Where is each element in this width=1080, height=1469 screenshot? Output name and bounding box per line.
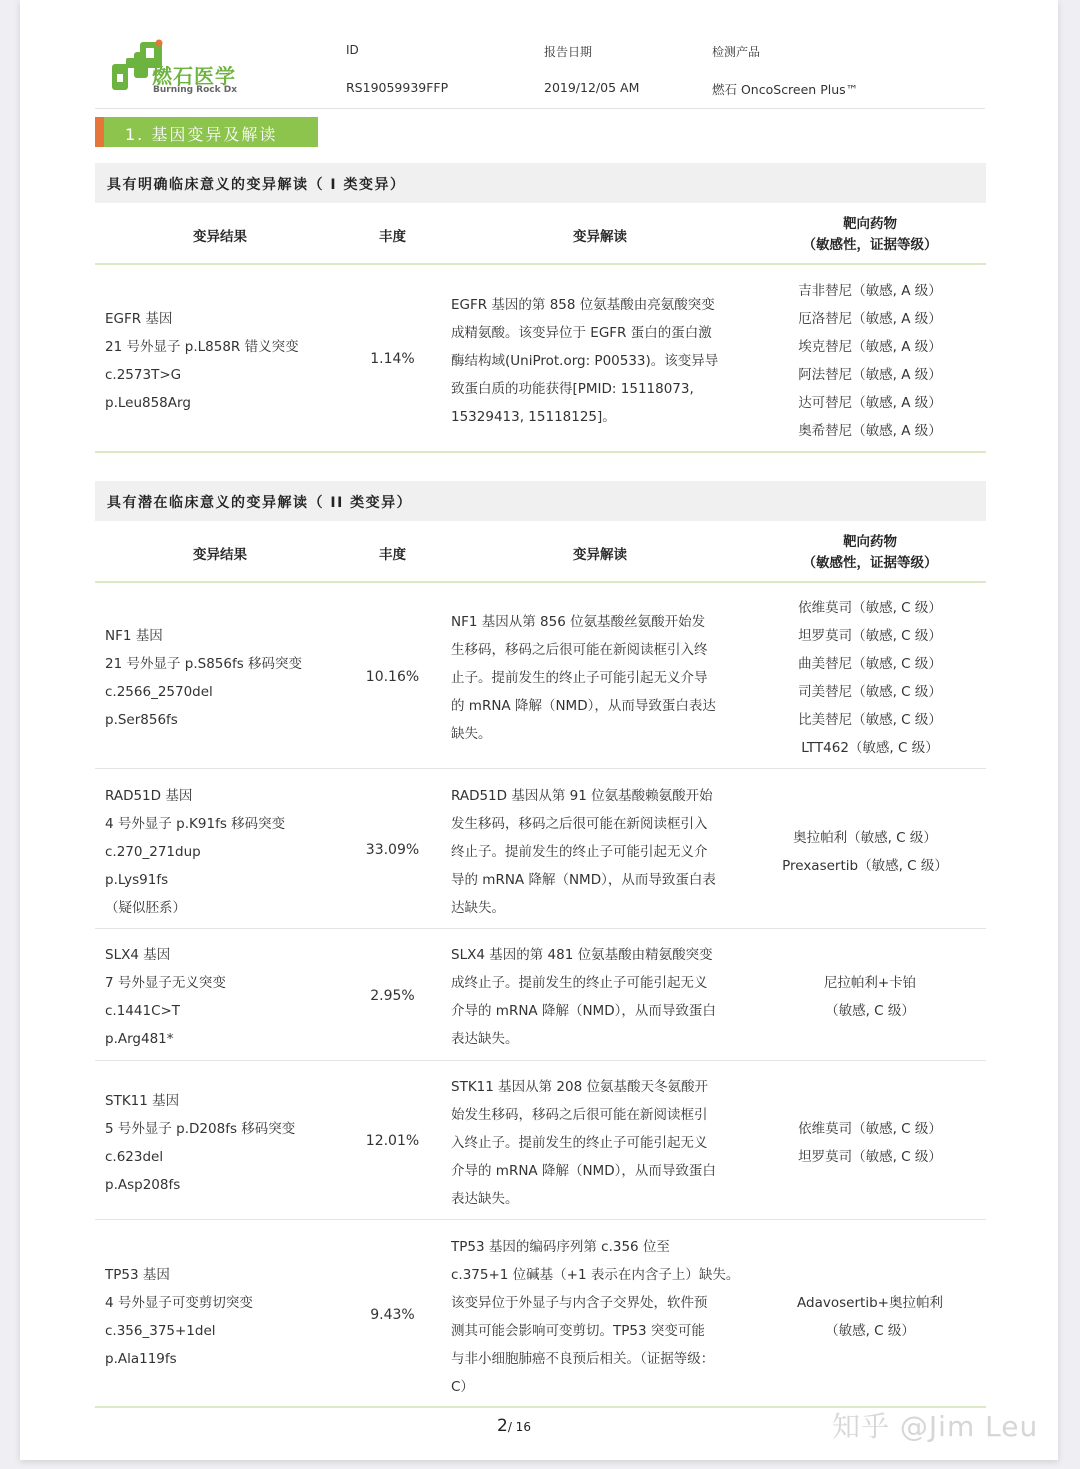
row-divider	[95, 1219, 986, 1220]
class1-heading	[95, 163, 986, 203]
col-header-abundance: 丰度	[379, 547, 406, 563]
col-header-drugs	[780, 214, 960, 256]
table-row-tp53-result: TP53 基因 4 号外显子可变剪切突变 c.356_375+1del p.Ala119fs	[105, 1267, 253, 1367]
col-header-drugs-line2: （敏感性，证据等级）	[802, 237, 938, 253]
abundance-value: 33.09%	[365, 842, 420, 858]
row-divider	[95, 1060, 986, 1061]
header-rule	[95, 263, 986, 265]
abundance-value: 1.14%	[370, 351, 415, 367]
col-header-interpretation: 变异解读	[573, 229, 627, 245]
table-row-stk11-result: STK11 基因 5 号外显子 p.D208fs 移码突变 c.623del p.Asp208fs	[105, 1093, 296, 1193]
section-marker	[95, 117, 104, 147]
interpretation-text: NF1 基因从第 856 位氨基酸丝氨酸开始发 生移码，移码之后很可能在新阅读框引入终 止子。提前发生的终止子可能引起无义介导 的 mRNA 降解（NMD），从而导致蛋白表达 缺失。	[451, 614, 716, 742]
drug-list: 奥拉帕利（敏感, C 级） Prexasertib（敏感, C 级）	[782, 830, 948, 874]
col-header-abundance: 丰度	[379, 229, 406, 245]
interpretation-text: SLX4 基因的第 481 位氨基酸由精氨酸突变 成终止子。提前发生的终止子可能引起无义 介导的 mRNA 降解（NMD），从而导致蛋白 表达缺失。	[451, 947, 716, 1047]
col-header-drugs: 靶向药物 （敏感性，证据等级）	[802, 534, 938, 571]
drug-list: 尼拉帕利+卡铂 （敏感, C 级）	[823, 975, 917, 1019]
product-value: 燃石 OncoScreen Plus™	[712, 82, 859, 97]
section-title: 1. 基因变异及解读	[125, 125, 278, 144]
header-rule	[95, 581, 986, 583]
class2-title: 具有潜在临床意义的变异解读（ II 类变异）	[107, 495, 413, 511]
header-divider	[95, 108, 985, 109]
table-row-rad51d-result: RAD51D 基因 4 号外显子 p.K91fs 移码突变 c.270_271dup p.Lys91fs （疑似胚系）	[105, 788, 286, 916]
row-divider	[95, 451, 986, 453]
table-row-slx4-result: SLX4 基因 7 号外显子无义突变 c.1441C>T p.Arg481*	[105, 947, 226, 1047]
col-header-interpretation: 变异解读	[573, 547, 627, 563]
page-number	[497, 1416, 531, 1436]
report-date-value: 2019/12/05 AM	[544, 80, 640, 95]
drug-list: Adavosertib+奥拉帕利 （敏感, C 级）	[797, 1295, 943, 1339]
current-page: 2	[497, 1416, 508, 1436]
col-header-result: 变异结果	[193, 229, 247, 245]
total-pages: / 16	[507, 1420, 531, 1434]
logo-chinese-name: 燃石医学	[152, 64, 236, 88]
abundance-value: 10.16%	[365, 669, 420, 685]
interpretation-text: EGFR 基因的第 858 位氨基酸由亮氨酸突变 成精氨酸。该变异位于 EGFR 蛋白的蛋白激 酶结构域(UniProt.org: P00533)。该变异导 致蛋白质的功能获得[PMID: 15118073, 15329413, 15118125]。	[451, 297, 719, 425]
drug-list: 吉非替尼（敏感, A 级） 厄洛替尼（敏感, A 级） 埃克替尼（敏感, A 级） 阿法替尼（敏感, A 级） 达可替尼（敏感, A 级） 奥希替尼（敏感, A 级）	[798, 283, 942, 439]
abundance-value: 9.43%	[370, 1307, 415, 1323]
section-heading	[95, 117, 318, 147]
abundance-value: 12.01%	[365, 1133, 420, 1149]
interpretation-text: RAD51D 基因从第 91 位氨基酸赖氨酸开始 发生移码，移码之后很可能在新阅读框引入 终止子。提前发生的终止子可能引起无义介 导的 mRNA 降解（NMD），从而导致蛋白表 达缺失。	[451, 788, 716, 916]
id-label: ID	[346, 43, 359, 57]
drug-list: 依维莫司（敏感, C 级） 坦罗莫司（敏感, C 级） 曲美替尼（敏感, C 级） 司美替尼（敏感, C 级） 比美替尼（敏感, C 级） LTT462（敏感, C 级）	[798, 600, 942, 756]
row-divider	[95, 768, 986, 769]
class2-heading	[95, 481, 986, 521]
col-header-drugs-line1: 靶向药物	[843, 216, 897, 232]
abundance-value: 2.95%	[370, 988, 415, 1004]
interpretation-text: TP53 基因的编码序列第 c.356 位至 c.375+1 位碱基（+1 表示在内含子上）缺失。 该变异位于外显子与内含子交界处，软件预 测其可能会影响可变剪切。TP53 突变可能 与非小细胞肺癌不良预后相关。（证据等级： C）	[451, 1239, 740, 1395]
table-row-egfr-result: EGFR 基因 21 号外显子 p.L858R 错义突变 c.2573T>G p.Leu858Arg	[105, 311, 299, 411]
table-row-nf1-result: NF1 基因 21 号外显子 p.S856fs 移码突变 c.2566_2570del p.Ser856fs	[105, 628, 303, 728]
class1-title: 具有明确临床意义的变异解读（ I 类变异）	[107, 177, 406, 193]
col-header-result: 变异结果	[193, 547, 247, 563]
drug-list: 依维莫司（敏感, C 级） 坦罗莫司（敏感, C 级）	[798, 1121, 942, 1165]
product-label: 检测产品	[712, 45, 761, 59]
row-divider	[95, 928, 986, 929]
interpretation-text: STK11 基因从第 208 位氨基酸天冬氨酸开 始发生移码，移码之后很可能在新阅读框引 入终止子。提前发生的终止子可能引起无义 介导的 mRNA 降解（NMD），从而导致蛋白 表达缺失。	[451, 1079, 716, 1207]
logo-english-name: Burning Rock Dx	[153, 85, 238, 95]
id-value: RS19059939FFP	[346, 80, 449, 95]
report-date-label: 报告日期	[544, 45, 593, 59]
watermark: 知乎 @Jim Leu	[832, 1410, 1039, 1443]
